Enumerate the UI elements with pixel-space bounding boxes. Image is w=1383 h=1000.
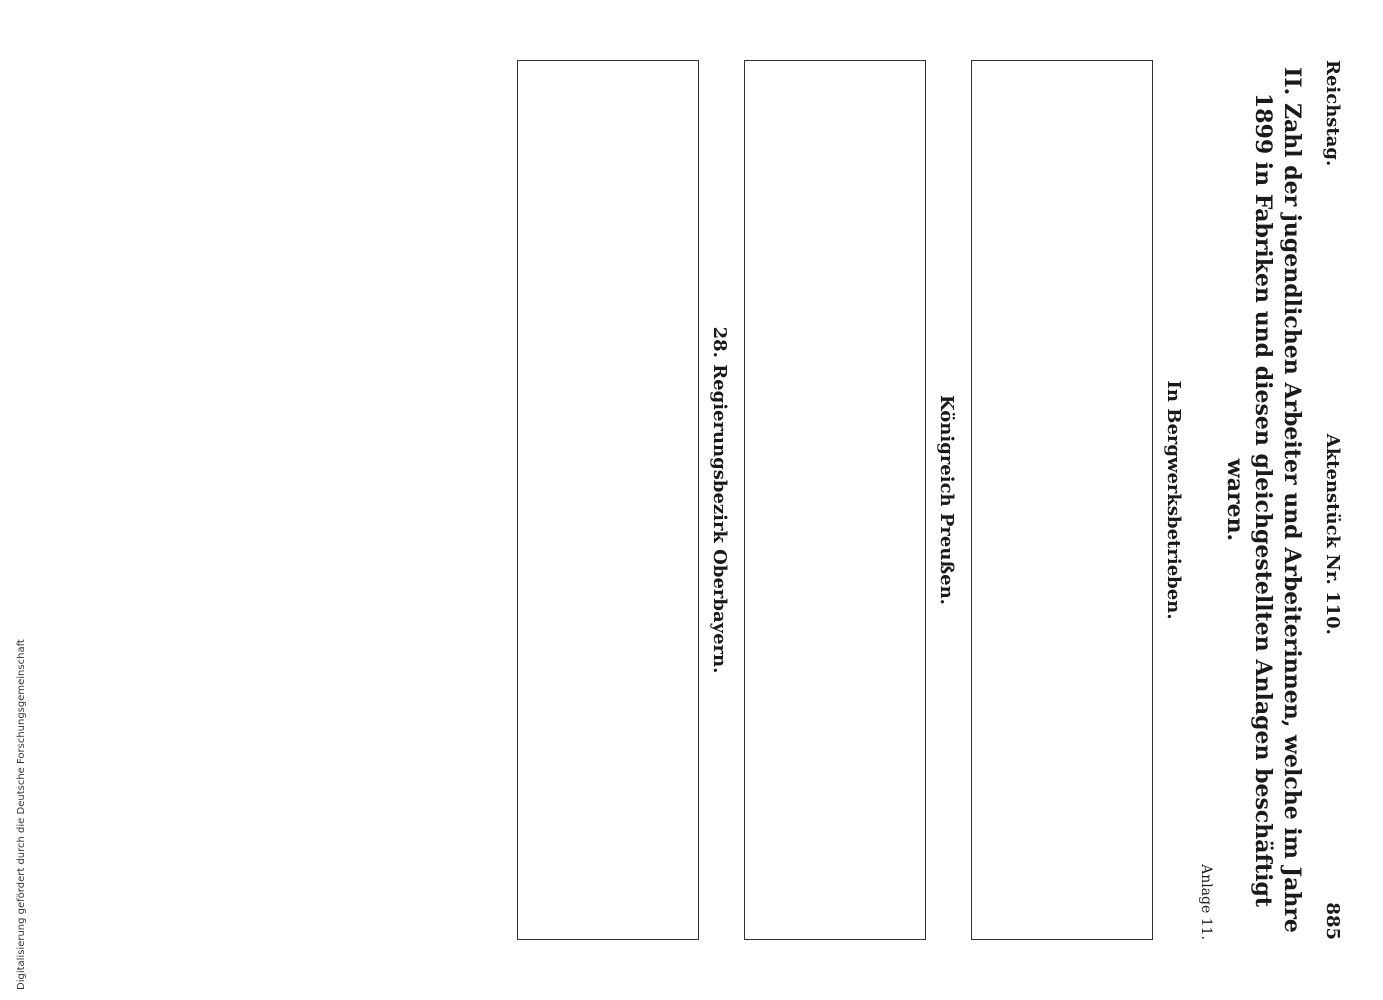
- table-placeholder-1: [971, 60, 1153, 940]
- footer-text: Digitalisierung gefördert durch die Deutsche Forschungsgemeinschaft: [16, 639, 27, 990]
- table-placeholder-2: [744, 60, 926, 940]
- section-heading-3: 28. Regierungsbezirk Oberbayern.: [709, 326, 731, 674]
- header-left: Reichstag.: [1322, 60, 1343, 167]
- page-header: [1322, 60, 1343, 940]
- footer-note: [0, 0, 27, 1000]
- page-number: 885: [1322, 902, 1343, 940]
- section-heading-2: Königreich Preußen.: [936, 395, 958, 605]
- table-placeholder-3: [517, 60, 699, 940]
- document-title: II. Zahl der jugendlichen Arbeiter und Arbeiterinnen, welche im Jahre 1899 in Fabriken und diesen gleichgestellten Anlagen beschäftigt waren.: [1221, 67, 1305, 933]
- section-heading-1: In Bergwerksbetrieben.: [1163, 380, 1185, 620]
- anlage-label: Anlage 11.: [1198, 864, 1215, 940]
- header-center: Aktenstück Nr. 110.: [1322, 433, 1343, 635]
